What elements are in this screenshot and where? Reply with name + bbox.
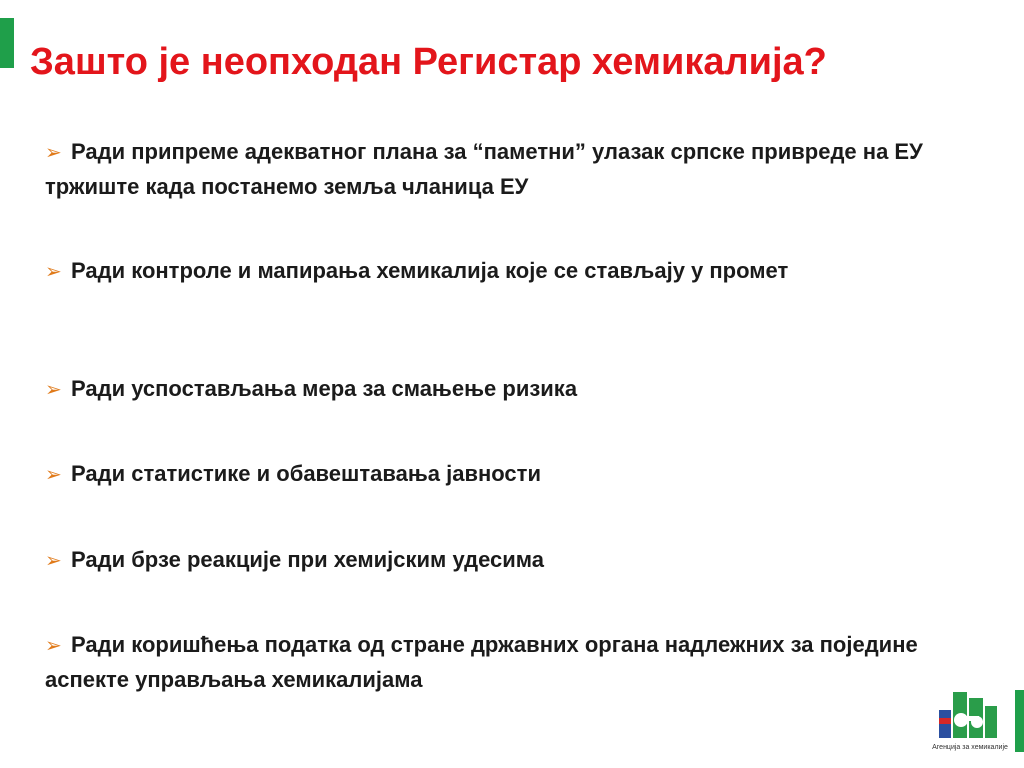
bullet-text: Ради статистике и обавештавања јавности <box>71 461 541 486</box>
bullet-item <box>45 372 945 407</box>
bullet-text: Ради коришћења податка од стране државних органа надлежних за поједине аспекте управљања хемикалијама <box>45 632 918 692</box>
agency-logo-icon <box>935 688 1001 750</box>
arrow-bullet-icon: ➢ <box>45 550 62 572</box>
slide-title: Зашто је неопходан Регистар хемикалија? <box>30 41 827 83</box>
bullet-text: Ради брзе реакције при хемијским удесима <box>71 547 545 572</box>
bullet-item <box>45 543 945 578</box>
bullet-item <box>45 457 945 492</box>
green-accent-bar-right <box>1015 690 1024 752</box>
bullet-text: Ради успостављања мера за смањење ризика <box>71 376 578 401</box>
green-accent-bar-left <box>0 18 14 68</box>
arrow-bullet-icon: ➢ <box>45 142 62 164</box>
arrow-bullet-icon: ➢ <box>45 635 62 657</box>
bullet-item <box>45 135 945 204</box>
bullet-text: Ради припреме адекватног плана за “паметни” улазак српске привреде на ЕУ тржиште када постанемо земља чланица ЕУ <box>45 139 923 199</box>
bullet-item <box>45 628 945 697</box>
arrow-bullet-icon: ➢ <box>45 464 62 486</box>
logo-caption: Агенција за хемикалије <box>932 744 1008 751</box>
arrow-bullet-icon: ➢ <box>45 261 62 283</box>
bullet-text: Ради контроле и мапирања хемикалија које се стављају у промет <box>71 258 789 283</box>
bullet-item <box>45 254 945 289</box>
arrow-bullet-icon: ➢ <box>45 379 62 401</box>
